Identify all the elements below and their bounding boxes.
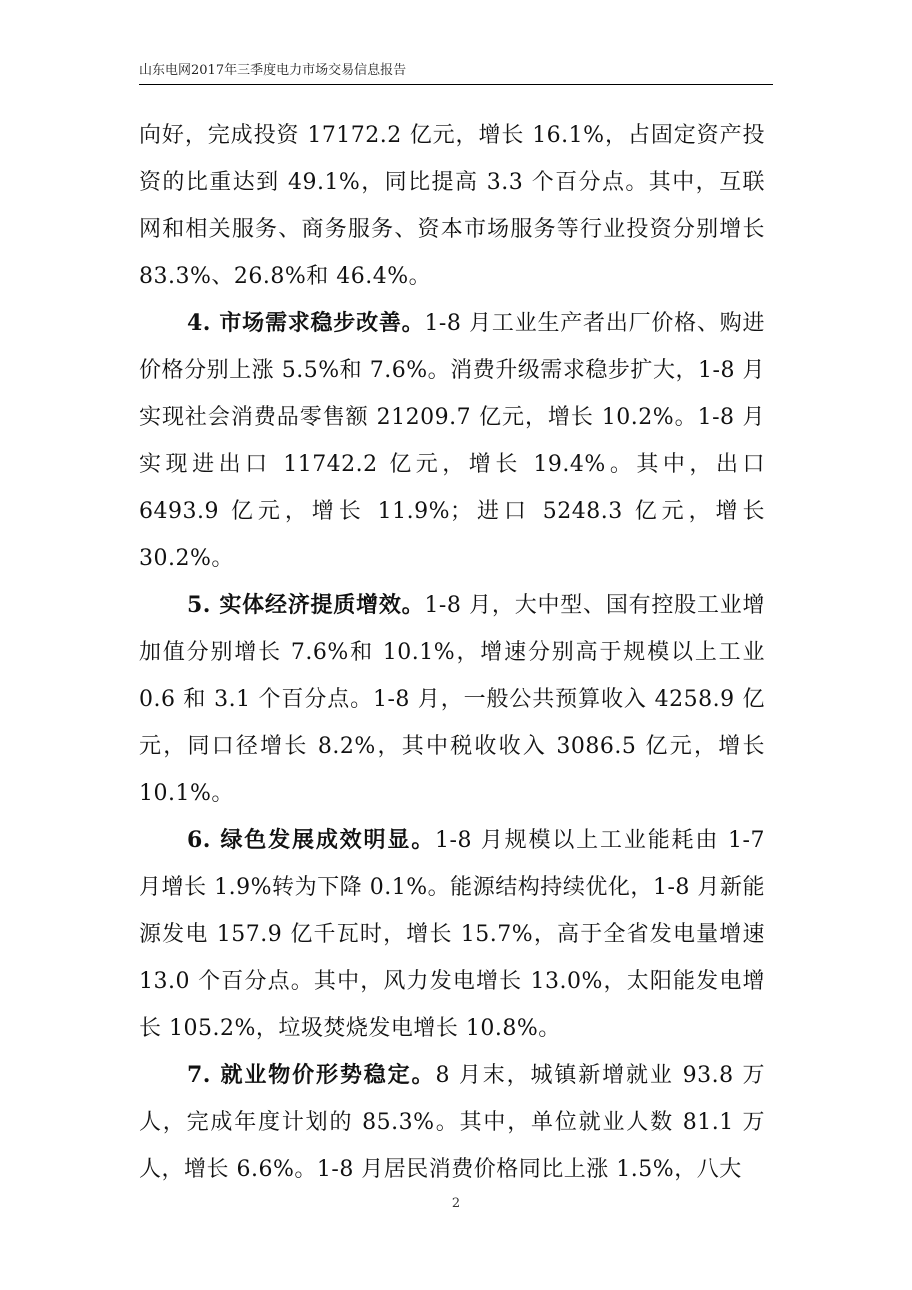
paragraph-text: 1-8 月，大中型、国有控股工业增加值分别增长 7.6%和 10.1%，增速分别高于规模以上工业 0.6 和 3.1 个百分点。1-8 月，一般公共预算收入 4258.9 亿元，同口径增长 8.2%，其中税收收入 3086.5 亿元，增长 10.1%。 [139, 593, 765, 806]
paragraph-continuation [139, 112, 765, 300]
paragraph-text: 1-8 月规模以上工业能耗由 1-7 月增长 1.9%转为下降 0.1%。能源结构持续优化，1-8 月新能源发电 157.9 亿千瓦时，增长 15.7%，高于全省发电量增速 13.0 个百分点。其中，风力发电增长 13.0%，太阳能发电增长 105.2%，垃圾焚烧发电增长 10.8%。 [139, 828, 765, 1041]
document-body [139, 112, 765, 1193]
paragraph-employment-prices [139, 1052, 765, 1193]
paragraph-text: 向好，完成投资 17172.2 亿元，增长 16.1%，占固定资产投资的比重达到 49.1%，同比提高 3.3 个百分点。其中，互联网和相关服务、商务服务、资本市场服务等行业投资分别增长 83.3%、26.8%和 46.4%。 [139, 123, 765, 289]
paragraph-text: 8 月末，城镇新增就业 93.8 万人，完成年度计划的 85.3%。其中，单位就业人数 81.1 万人，增长 6.6%。1-8 月居民消费价格同比上涨 1.5%，八大 [139, 1063, 765, 1182]
paragraph-heading: 4. 市场需求稳步改善。 [187, 310, 425, 336]
paragraph-heading: 7. 就业物价形势稳定。 [187, 1062, 436, 1088]
page-number: 2 [451, 1196, 461, 1211]
header-divider [139, 84, 773, 85]
paragraph-heading: 6. 绿色发展成效明显。 [187, 827, 436, 853]
paragraph-real-economy [139, 582, 765, 817]
page-header: 山东电网2017年三季度电力市场交易信息报告 [139, 63, 407, 78]
paragraph-text: 1-8 月工业生产者出厂价格、购进价格分别上涨 5.5%和 7.6%。消费升级需求稳步扩大，1-8 月实现社会消费品零售额 21209.7 亿元，增长 10.2%。1-8 月实现进出口 11742.2 亿元，增长 19.4%。其中，出口 6493.9 亿元，增长 11.9%；进口 5248.3 亿元，增长 30.2%。 [139, 311, 765, 571]
paragraph-market-demand [139, 300, 765, 582]
paragraph-green-development [139, 817, 765, 1052]
paragraph-heading: 5. 实体经济提质增效。 [187, 592, 425, 618]
